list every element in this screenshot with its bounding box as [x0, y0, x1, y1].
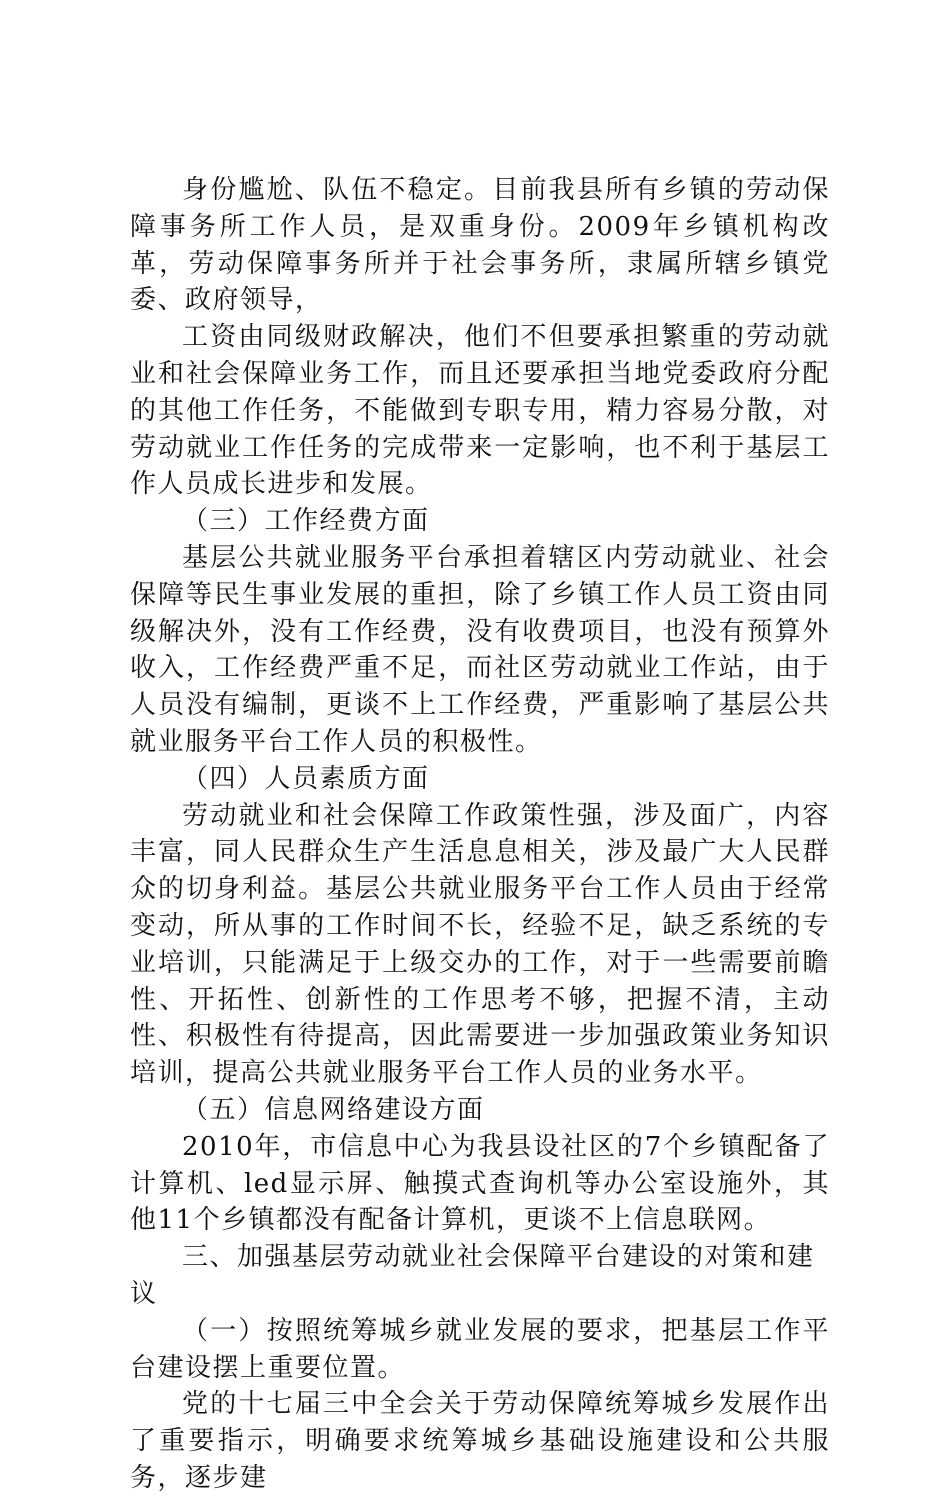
paragraph: 身份尴尬、队伍不稳定。目前我县所有乡镇的劳动保障事务所工作人员，是双重身份。2009年乡镇机构改革，劳动保障事务所并于社会事务所，隶属所辖乡镇党委、政府领导， — [130, 175, 830, 316]
section-heading: （三）工作经费方面 — [182, 506, 430, 537]
paragraph: 基层公共就业服务平台承担着辖区内劳动就业、社会保障等民生事业发展的重担，除了乡镇工作人员工资由同级解决外，没有工作经费，没有收费项目，也没有预算外收入，工作经费严重不足，而社区劳动就业工作站，由于人员没有编制，更谈不上工作经费，严重影响了基层公共就业服务平台工作人员的积极性。 — [130, 542, 830, 757]
section-heading: 三、加强基层劳动就业社会保障平台建设的对策和建议 — [130, 1242, 815, 1309]
paragraph: （一）按照统筹城乡就业发展的要求，把基层工作平台建设摆上重要位置。 — [130, 1315, 830, 1383]
paragraph: 党的十七届三中全会关于劳动保障统筹城乡发展作出了重要指示，明确要求统筹城乡基础设施建设和公共服务，逐步建 — [130, 1389, 830, 1493]
paragraph: 工资由同级财政解决，他们不但要承担繁重的劳动就业和社会保障业务工作，而且还要承担当地党委政府分配的其他工作任务，不能做到专职专用，精力容易分散，对劳动就业工作任务的完成带来一定影响，也不利于基层工作人员成长进步和发展。 — [130, 322, 830, 500]
section-heading: （四）人员素质方面 — [182, 763, 430, 794]
document-body — [130, 172, 830, 1497]
paragraph: 2010年，市信息中心为我县设社区的7个乡镇配备了计算机、led显示屏、触摸式查询机等办公室设施外，其他11个乡镇都没有配备计算机，更谈不上信息联网。 — [130, 1131, 830, 1236]
section-heading: （五）信息网络建设方面 — [182, 1094, 485, 1125]
paragraph: 劳动就业和社会保障工作政策性强，涉及面广，内容丰富，同人民群众生产生活息息相关，涉及最广大人民群众的切身利益。基层公共就业服务平台工作人员由于经常变动，所从事的工作时间不长，经验不足，缺乏系统的专业培训，只能满足于上级交办的工作，对于一些需要前瞻性、开拓性、创新性的工作思考不够，把握不清，主动性、积极性有待提高，因此需要进一步加强政策业务知识培训，提高公共就业服务平台工作人员的业务水平。 — [130, 800, 830, 1089]
